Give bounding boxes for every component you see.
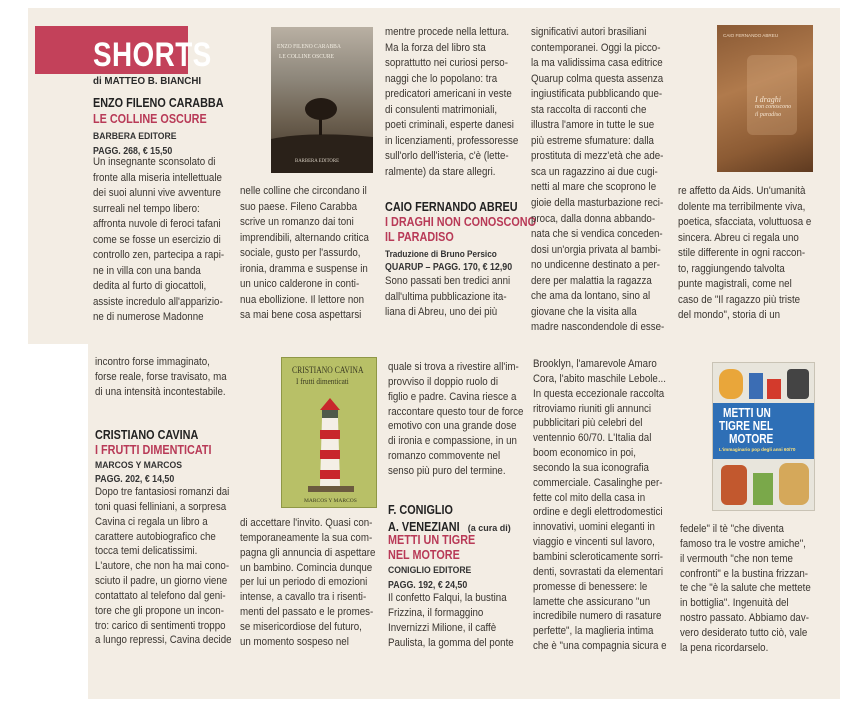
cover2-title-3: il paradiso	[755, 112, 782, 118]
review1-text-col3: mentre procede nella lettura. Ma la forza del libro sta soprattutto nei curiosi perso- naggi che lo popolano: tra predicatori americani in veste di consulenti matrimoniali, poeti criminali, esperte danesi in licenziamenti, professoresse sull'orlo dell'isteria, c'è (lette- ralmente) da stare allegri.	[385, 26, 519, 178]
review2-text-col4: significativi autori brasiliani contemporanei. Oggi la picco- la ma validissima casa editrice Quarup colma questa assenza ingiustificata pubblicando que- sta raccolta di racconti che illustra l'amore in tutte le sue più estreme sfumature: dalla prostituta di mezz'età che ade- sca un ragazzino ai due cugi- netti al mare che scoprono le gioie della masturbazione reci- proca, dalla donna abbando- nata che si vendica conceden- dosi un'orgia privata al bambi- no undicenne destinato a per- dere per malattia la ragazza che ama da lontano, sino al giovane che la visita alla madre nascondendole di esse-	[531, 26, 665, 334]
review2-title-line1: I DRAGHI NON CONOSCONO	[385, 215, 537, 229]
review4-text-col3: Il confetto Falqui, la bustina Frizzina, il formaggino Invernizzi Milione, il caffè Paulista, la gomma del ponte	[388, 592, 514, 649]
review4-price: PAGG. 192, € 24,50	[388, 580, 468, 591]
review2-text-continued: incontro forse immaginato, forse reale, forse travisato, ma di una intensità incontestabile.	[95, 356, 227, 398]
cover4-product-1	[749, 373, 763, 399]
review2-title-line2: IL PARADISO	[385, 230, 454, 244]
cover4-figure-3	[721, 465, 747, 505]
review2-price: QUARUP – PAGG. 170, € 12,90	[385, 262, 513, 273]
cover4-figure-1	[719, 369, 743, 399]
cover4-title-3: MOTORE	[729, 431, 774, 446]
tree-illustration	[271, 27, 373, 173]
review2-author: CAIO FERNANDO ABREU	[385, 200, 518, 214]
review3-price: PAGG. 202, € 14,50	[95, 474, 175, 485]
cover3-title: I frutti dimenticati	[296, 377, 349, 386]
cover1-author: ENZO FILENO CARABBA	[277, 43, 341, 50]
review4-author2: A. VENEZIANI	[388, 520, 460, 534]
cover-metti-un-tigre	[712, 362, 815, 511]
review3-text-col1: Dopo tre fantasiosi romanzi dai toni quasi felliniani, a sorpresa Cavina ci regala un libro a carattere autobiografico che tocca temi delicatissimi. L'autore, che non ha mai cono- sciuto il padre, un giorno viene contattato al telefono dal geni- tore che gli propone un incon- tro: carico di sentimenti troppo a lungo repressi, Cavina decide	[95, 486, 232, 647]
cover-i-draghi	[717, 25, 813, 172]
review4-title-line2: NEL MOTORE	[388, 548, 460, 562]
review3-author: CRISTIANO CAVINA	[95, 428, 199, 442]
cover4-title-2: TIGRE NEL	[719, 418, 774, 433]
review1-text-col1: Un insegnante sconsolato di fronte alla miseria intellettuale dei suoi alunni vive avventure surreali nel tempo libero: affronta nuvole di feroci tafani come se fosse un esercizio di controllo zen, partecipa a rapi- ne in villa con una banda dedita al furto di giocattoli, assiste incredulo all'apparizio- ne di numerose Madonne	[93, 156, 225, 324]
cover1-title: LE COLLINE OSCURE	[279, 53, 334, 60]
cover-i-frutti-dimenticati	[281, 357, 377, 508]
lighthouse-illustration	[282, 358, 377, 508]
byline: di MATTEO B. BIANCHI	[93, 76, 202, 87]
cover2-title-1: I draghi	[755, 95, 781, 104]
review1-author: ENZO FILENO CARABBA	[93, 96, 224, 110]
review4-text-col5: fedele" il tè "che diventa famoso tra le vostre amiche", il vermouth "che non teme confronti" e la bustina frizzan- te che "è la salute che mettete in bottiglia". Ingenuità del nostro passato. Abbiamo dav- vero desiderato tutto ciò, vale la pena ricordarselo.	[680, 523, 811, 654]
cover4-title-1: METTI UN	[723, 405, 771, 420]
cover2-title-2: non conoscono	[755, 104, 792, 110]
cover1-publisher: BARBERA EDITORE	[295, 159, 340, 164]
review4-editor-note: (a cura di)	[467, 523, 511, 533]
cover4-product-2	[767, 379, 781, 399]
review3-publisher: MARCOS Y MARCOS	[95, 460, 183, 471]
review1-price: PAGG. 268, € 15,50	[93, 146, 173, 157]
review2-text-col5: re affetto da Aids. Un'umanità dolente ma terribilmente viva, poetica, sfacciata, voluttuosa e sincera. Abreu ci regala uno stile differente in ogni raccon- to, raggiungendo talvolta punte magistrali, come nel caso de "Il ragazzo più triste del mondo", storia di un	[678, 185, 812, 322]
review4-text-col4: Brooklyn, l'amarevole Amaro Cora, l'abito maschile Lebole... In questa eccezionale raccolta ritroviamo riuniti gli annunci pubblicitari più celebri del ventennio 60/70. L'Italia dal boom economico in poi, secondo la sua iconografia commerciale. Casalinghe per- fette col mito della casa in ordine e degli elettrodomestici innovativi, uomini eleganti in viaggio e vincenti sul lavoro, bambini scleroticamente sorri- denti, sovrastati da elementari promesse di benessere: le lamette che assicurano "un incredibile numero di rasature perfette", la maglieria intima che è "una compagnia sicura e	[533, 358, 667, 653]
cover2-author: CAIO FERNANDO ABREU	[723, 33, 779, 38]
review1-title: LE COLLINE OSCURE	[93, 112, 207, 126]
review4-author1: F. CONIGLIO	[388, 503, 453, 517]
review4-publisher: CONIGLIO EDITORE	[388, 565, 472, 576]
review2-text-col3: Sono passati ben tredici anni dall'ultima pubblicazione ita- liana di Abreu, uno dei più	[385, 275, 511, 319]
review3-text-col3: quale si trova a rivestire all'im- provviso il doppio ruolo di figlio e padre. Cavina riesce a raccontare questo tour de force emotivo con una grande dose di ironia e compassione, in un romanzo commovente nel senso più puro del termine.	[388, 361, 524, 477]
section-title: SHORTS	[93, 36, 212, 74]
cover4-figure-4	[779, 463, 809, 505]
cover4-subtitle: L'immaginario pop degli anni 60/70	[719, 447, 796, 452]
review1-text-col2: nelle colline che circondano il suo paese. Fileno Carabba scrive un romanzo dai toni imprendibili, alternando critica sociale, gusto per l'assurdo, ironia, dramma e suspense in un unico calderone in conti- nua ebollizione. Il lettore non sa mai bene cosa aspettarsi	[240, 185, 369, 322]
cover-le-colline-oscure	[271, 27, 373, 173]
cover3-author: CRISTIANO CAVINA	[292, 365, 364, 375]
cover3-publisher: MARCOS Y MARCOS	[304, 498, 357, 504]
review2-translator: Traduzione di Bruno Persico	[385, 248, 497, 259]
cover4-figure-2	[787, 369, 809, 399]
review3-text-col2: di accettare l'invito. Quasi con- temporaneamente la sua com- pagna gli annuncia di aspettare un bambino. Comincia dunque per lui un periodo di emozioni intense, a cavallo tra i risenti- menti del passato e le promes- se misericordiose del futuro, un momento sospeso nel	[240, 517, 376, 648]
review4-title-line1: METTI UN TIGRE	[388, 533, 476, 547]
review1-publisher: BARBERA EDITORE	[93, 131, 177, 142]
review3-title: I FRUTTI DIMENTICATI	[95, 443, 212, 457]
cover4-product-3	[753, 473, 773, 505]
